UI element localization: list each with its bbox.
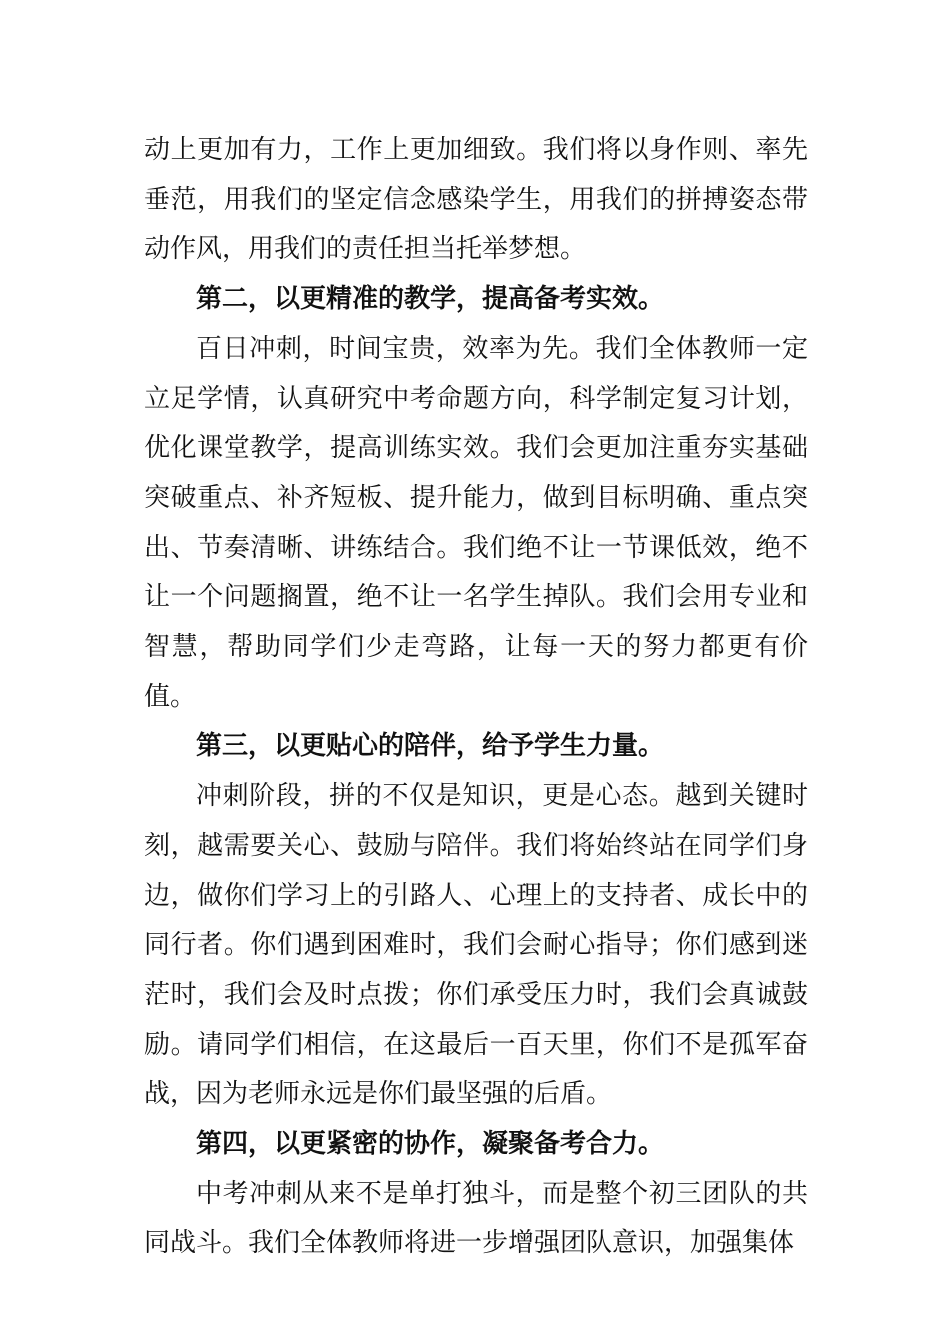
body-paragraph: 动上更加有力，工作上更加细致。我们将以身作则、率先垂范，用我们的坚定信念感染学生，用我们的拼搏姿态带动作风，用我们的责任担当托举梦想。 [144, 135, 808, 265]
section-heading: 第三，以更贴心的陪伴，给予学生力量。 [196, 731, 665, 762]
body-paragraph: 中考冲刺从来不是单打独斗，而是整个初三团队的共同战斗。我们全体教师将进一步增强团队意识，加强集体 [144, 1178, 808, 1259]
body-paragraph: 百日冲刺，时间宝贵，效率为先。我们全体教师一定立足学情，认真研究中考命题方向，科学制定复习计划，优化课堂教学，提高训练实效。我们会更加注重夯实基础突破重点、补齐短板、提升能力，做到目标明确、重点突出、节奏清晰、讲练结合。我们绝不让一节课低效，绝不让一个问题搁置，绝不让一名学生掉队。我们会用专业和智慧，帮助同学们少走弯路，让每一天的努力都更有价值。 [144, 333, 808, 712]
document-page [144, 126, 808, 1269]
section-heading: 第四，以更紧密的协作，凝聚备考合力。 [196, 1129, 665, 1160]
section-heading: 第二，以更精准的教学，提高备考实效。 [196, 284, 665, 315]
body-paragraph: 冲刺阶段，拼的不仅是知识，更是心态。越到关键时刻，越需要关心、鼓励与陪伴。我们将始终站在同学们身边，做你们学习上的引路人、心理上的支持者、成长中的同行者。你们遇到困难时，我们会耐心指导；你们感到迷茫时，我们会及时点拨；你们承受压力时，我们会真诚鼓励。请同学们相信，在这最后一百天里，你们不是孤军奋战，因为老师永远是你们最坚强的后盾。 [144, 781, 808, 1110]
